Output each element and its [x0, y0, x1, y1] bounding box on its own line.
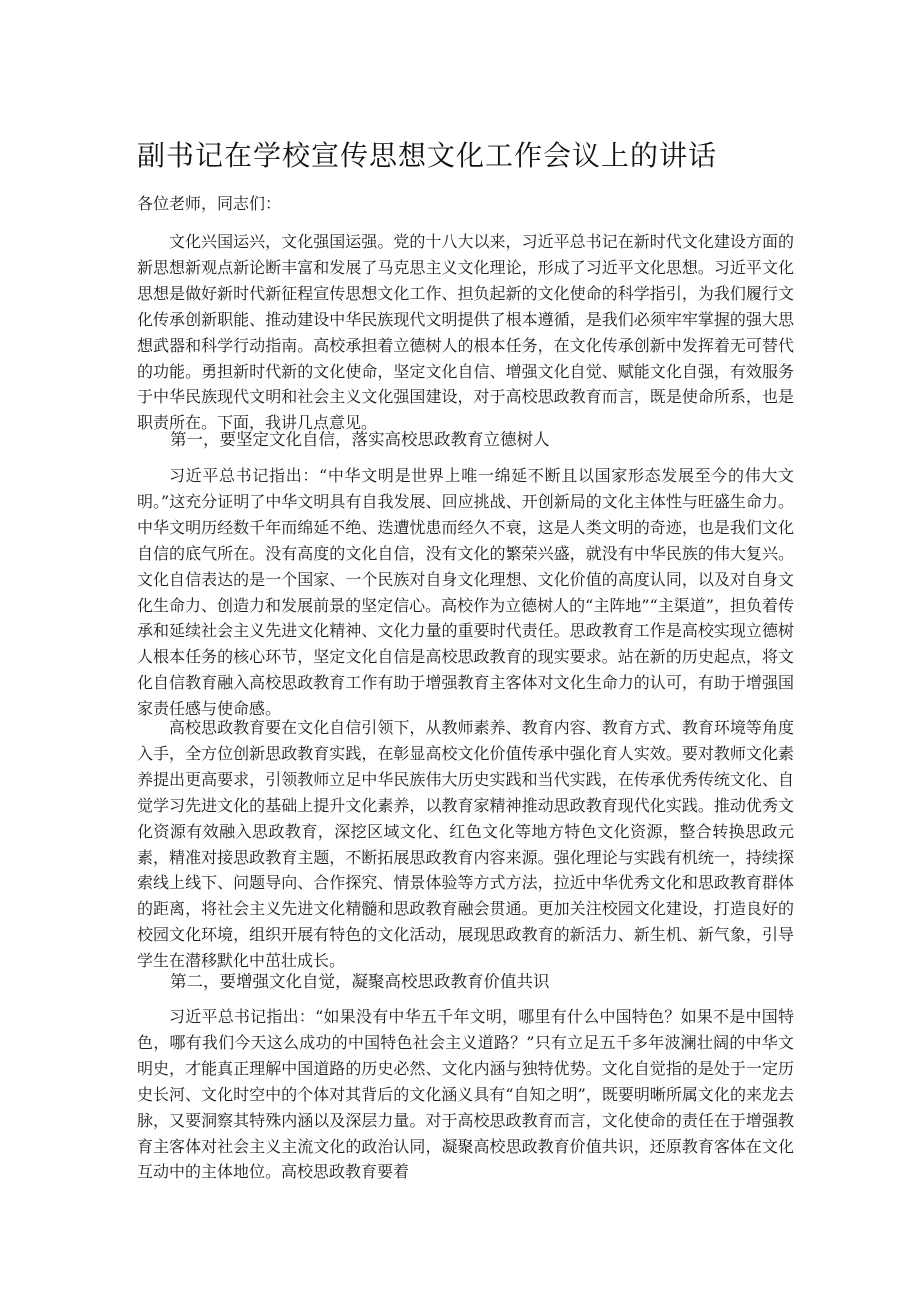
paragraph-first-a: 习近平总书记指出：“中华文明是世界上唯一绵延不断且以国家形态发展至今的伟大文明。”这充分证明了中华文明具有自我发展、回应挑战、开创新局的文化主体性与旺盛生命力。中华文明历经数千年而绵延不绝、迭遭忧患而经久不衰，这是人类文明的奇迹，也是我们文化自信的底气所在。没有高度的文化自信，没有文化的繁荣兴盛，就没有中华民族的伟大复兴。文化自信表达的是一个国家、一个民族对自身文化理想、文化价值的高度认同，以及对自身文化生命力、创造力和发展前景的坚定信心。高校作为立德树人的“主阵地”“主渠道”，担负着传承和延续社会主义先进文化精神、文化力量的重要时代责任。思政教育工作是高校实现立德树人根本任务的核心环节，坚定文化自信是高校思政教育的现实要求。站在新的历史起点，将文化自信教育融入高校思政教育工作有助于增强教育主客体对文化生命力的认可，有助于增强国家责任感与使命感。 — [137, 466, 794, 719]
paragraph-intro: 文化兴国运兴，文化强国运强。党的十八大以来，习近平总书记在新时代文化建设方面的新思想新观点新论断丰富和发展了马克思主义文化理论，形成了习近平文化思想。习近平文化思想是做好新时代新征程宣传思想文化工作、担负起新的文化使命的科学指引，为我们履行文化传承创新职能、推动建设中华民族现代文明提供了根本遵循，是我们必须牢牢掌握的强大思想武器和科学行动指南。高校承担着立德树人的根本任务，在文化传承创新中发挥着无可替代的功能。勇担新时代新的文化使命，坚定文化自信、增强文化自觉、赋能文化自强，有效服务于中华民族现代文明和社会主义文化强国建设，对于高校思政教育而言，既是使命所系，也是职责所在。下面，我讲几点意见。 — [137, 232, 794, 433]
section-heading-second: 第二，要增强文化自觉，凝聚高校思政教育价值共识 — [170, 972, 550, 991]
document-title: 副书记在学校宣传思想文化工作会议上的讲话 — [137, 139, 718, 172]
section-heading-first: 第一，要坚定文化自信，落实高校思政教育立德树人 — [170, 430, 550, 449]
salutation: 各位老师，同志们： — [137, 194, 282, 213]
paragraph-second-a: 习近平总书记指出：“如果没有中华五千年文明，哪里有什么中国特色？如果不是中国特色，哪有我们今天这么成功的中国特色社会主义道路？”只有立足五千多年波澜壮阔的中华文明史，才能真正理解中国道路的历史必然、文化内涵与独特优势。文化自觉指的是处于一定历史长河、文化时空中的个体对其背后的文化涵义具有“自知之明”，既要明晰所属文化的来龙去脉，又要洞察其特殊内涵以及深层力量。对于高校思政教育而言，文化使命的责任在于增强教育主客体对社会主义主流文化的政治认同，凝聚高校思政教育价值共识，还原教育客体在文化互动中的主体地位。高校思政教育要着 — [137, 1007, 794, 1182]
paragraph-first-b: 高校思政教育要在文化自信引领下，从教师素养、教育内容、教育方式、教育环境等角度入手，全方位创新思政教育实践，在彰显高校文化价值传承中强化育人实效。要对教师文化素养提出更高要求，引领教师立足中华民族伟大历史实践和当代实践，在传承优秀传统文化、自觉学习先进文化的基础上提升文化素养，以教育家精神推动思政教育现代化实践。推动优秀文化资源有效融入思政教育，深挖区域文化、红色文化等地方特色文化资源，整合转换思政元素，精准对接思政教育主题，不断拓展思政教育内容来源。强化理论与实践有机统一，持续探索线上线下、问题导向、合作探究、情景体验等方式方法，拉近中华优秀文化和思政教育群体的距离，将社会主义先进文化精髓和思政教育融会贯通。更加关注校园文化建设，打造良好的校园文化环境，组织开展有特色的文化活动，展现思政教育的新活力、新生机、新气象，引导学生在潜移默化中茁壮成长。 — [137, 718, 794, 971]
